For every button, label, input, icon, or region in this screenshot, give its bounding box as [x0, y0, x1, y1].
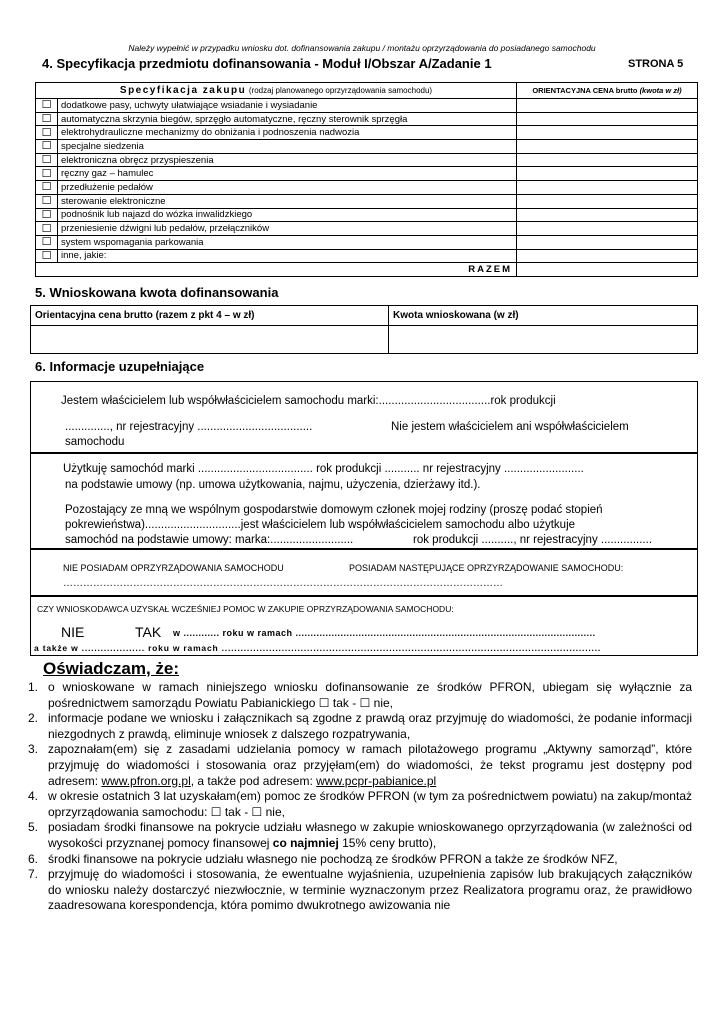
gross-price-input[interactable] — [31, 326, 389, 354]
equipment-description-field[interactable]: …………………………………………………………………………………………………………………… — [63, 578, 503, 589]
item-label: podnośnik lub najazd do wózka inwalidzkiego — [58, 208, 517, 222]
prior-help-box — [30, 596, 698, 656]
declaration-number: 3. — [28, 742, 39, 757]
declaration-number: 5. — [28, 820, 39, 835]
item-price-input[interactable] — [517, 235, 698, 249]
section-6-title: 6. Informacje uzupełniające — [35, 359, 205, 374]
household-line-3b[interactable]: rok produkcji .........., nr rejestracyjny ................ — [413, 534, 653, 546]
declaration-item — [28, 789, 692, 820]
spec-row — [36, 194, 698, 208]
no-equipment-option[interactable]: NIE POSIADAM OPRZYRZĄDOWANIA SAMOCHODU — [63, 563, 284, 573]
price-header-title: ORIENTACYJNA CENA brutto — [532, 86, 638, 95]
not-owner-option[interactable]: Nie jestem właścicielem ani współwłaścicielem — [391, 421, 629, 433]
spec-row — [36, 235, 698, 249]
price-header-unit: (kwota w zł) — [639, 86, 682, 95]
declaration-item — [28, 680, 692, 711]
spec-row — [36, 112, 698, 126]
spec-header-title: Specyfikacja zakupu — [119, 85, 247, 96]
item-price-input[interactable] — [517, 112, 698, 126]
has-equipment-option[interactable]: POSIADAM NASTĘPUJĄCE OPRZYRZĄDOWANIE SAMOCHODU: — [349, 563, 624, 573]
item-checkbox[interactable]: ☐ — [36, 99, 58, 113]
owner-line-1[interactable]: Jestem właścicielem lub współwłaścicielem samochodu marki:...................................rok produkcji — [61, 395, 556, 407]
declaration-item — [28, 711, 692, 742]
item-checkbox[interactable]: ☐ — [36, 235, 58, 249]
section-5-title: 5. Wnioskowana kwota dofinansowania — [35, 285, 279, 300]
prior-help-yes-option[interactable]: TAK — [135, 624, 162, 640]
declaration-number: 7. — [28, 867, 39, 882]
spec-row — [36, 140, 698, 154]
item-label: przedłużenie pedałów — [58, 181, 517, 195]
item-label: automatyczna skrzynia biegów, sprzęgło automatyczne, ręczny sterownik sprzęgła — [58, 112, 517, 126]
declaration-text: 15% ceny brutto), — [338, 835, 437, 850]
item-label: przeniesienie dźwigni lub pedałów, przełączników — [58, 222, 517, 236]
declaration-text: w okresie ostatnich 3 lat uzyskałam(em) pomoc ze środków PFRON (w tym za pośrednictwem powiatu) na zakup/montaż oprzyrządowania samochodu: ☐ tak - ☐ nie, — [48, 789, 692, 819]
declaration-text: posiadam środki finansowe na pokrycie udziału własnego w zakupie wnioskowanego oprzyrządowania (w zależności od wysokości przyznanej pomocy finansowej — [48, 820, 692, 850]
total-price-input[interactable] — [517, 263, 698, 277]
declaration-text: informacje podane we wniosku i załącznikach są zgodne z prawdą oraz przyjmuję do wiadomości, że podanie informacji niezgodnych z prawdą, eliminuje wniosek z dalszego rozpatrywania, — [48, 711, 692, 741]
declaration-emphasis: co najmniej — [272, 835, 339, 850]
item-price-input[interactable] — [517, 222, 698, 236]
specification-table — [35, 82, 698, 277]
item-price-input[interactable] — [517, 99, 698, 113]
item-label: dodatkowe pasy, uchwyty ułatwiające wsiadanie i wysiadanie — [58, 99, 517, 113]
declarations-title: Oświadczam, że: — [43, 659, 180, 678]
item-price-input[interactable] — [517, 181, 698, 195]
form-instruction-note: Należy wypełnić w przypadku wniosku dot. dofinansowania zakupu / montażu oprzyrządowania do posiadanego samochodu — [128, 43, 596, 53]
item-checkbox[interactable]: ☐ — [36, 222, 58, 236]
item-price-input[interactable] — [517, 140, 698, 154]
amount-table — [30, 305, 698, 354]
requested-amount-input[interactable] — [389, 326, 698, 354]
item-price-input[interactable] — [517, 208, 698, 222]
spec-row — [36, 249, 698, 263]
declaration-number: 1. — [28, 680, 39, 694]
spec-header-cell — [36, 83, 517, 99]
total-label: RAZEM — [36, 263, 517, 277]
usage-box — [30, 453, 698, 549]
pcpr-link[interactable]: www.pcpr-pabianice.pl — [316, 773, 437, 788]
declaration-number: 4. — [28, 789, 39, 804]
item-checkbox[interactable]: ☐ — [36, 167, 58, 181]
spec-row — [36, 167, 698, 181]
declaration-text: środki finansowe na pokrycie udziału własnego nie pochodzą ze środków PFRON a także ze środków NFZ, — [48, 851, 618, 866]
use-line-2: na podstawie umowy (np. umowa użytkowania, najmu, użyczenia, dzierżawy itd.). — [65, 479, 481, 491]
item-price-input[interactable] — [517, 167, 698, 181]
item-label: ręczny gaz – hamulec — [58, 167, 517, 181]
item-label: specjalne siedzenia — [58, 140, 517, 154]
pfron-link[interactable]: www.pfron.org.pl — [101, 773, 191, 788]
household-line-3a[interactable]: samochód na podstawie umowy: marka:.......................... — [65, 534, 354, 546]
declaration-item — [28, 852, 692, 868]
item-checkbox[interactable]: ☐ — [36, 194, 58, 208]
spec-row — [36, 153, 698, 167]
use-line-1[interactable]: Użytkuję samochód marki .................................... rok produkcji ........... nr rejestracyjny ......................... — [63, 463, 584, 475]
equipment-box — [30, 549, 698, 596]
declaration-text: zapoznałam(em) się z zasadami udzielania pomocy w ramach pilotażowego programu „Aktywny samorząd”, które przyjmuję do wiadomości i stosowania oraz przyjęłam(em) do wiadomości, że tekst programu jest dostępny pod adresem: — [48, 742, 692, 788]
item-checkbox[interactable]: ☐ — [36, 140, 58, 154]
declaration-number: 6. — [28, 851, 39, 866]
item-checkbox[interactable]: ☐ — [36, 153, 58, 167]
declaration-text: przyjmuję do wiadomości i stosowania, że ewentualne wyjaśnienia, uzupełnienia zapisów lub brakujących załączników do wniosku należy dostarczyć niezwłocznie, w terminie wyznaczonym przez Realizatora programu oraz, że prawidłowo zaadresowana korespondencja, która pomimo dwukrotnego awizowania nie — [48, 867, 692, 913]
declaration-text: , a także pod adresem: — [190, 773, 317, 788]
item-price-input[interactable] — [517, 194, 698, 208]
prior-help-also-details[interactable]: a także w .................... roku w ramach ........................................................................................................................ — [34, 643, 602, 653]
owner-line-2a[interactable]: .............., nr rejestracyjny .................................... — [65, 421, 313, 433]
spec-row — [36, 222, 698, 236]
total-row — [36, 263, 698, 277]
prior-help-question: CZY WNIOSKODAWCA UZYSKAŁ WCZEŚNIEJ POMOC W ZAKUPIE OPRZYRZĄDOWANIA SAMOCHODU: — [37, 604, 454, 614]
prior-help-no-option[interactable]: NIE — [61, 624, 85, 640]
spec-row — [36, 126, 698, 140]
item-checkbox[interactable]: ☐ — [36, 208, 58, 222]
declaration-text: o wnioskowane w ramach niniejszego wniosku dofinansowanie ze środków PFRON, ubiegam się wyłącznie za pośrednictwem samorządu Powiatu Pabianickiego ☐ tak - ☐ nie, — [48, 680, 692, 710]
item-checkbox[interactable]: ☐ — [36, 249, 58, 263]
gross-price-label: Orientacyjna cena brutto (razem z pkt 4 – w zł) — [31, 306, 389, 326]
item-label: sterowanie elektroniczne — [58, 194, 517, 208]
prior-help-yes-details[interactable]: w ............ roku w ramach .................................................................................................... — [173, 628, 596, 638]
ownership-box — [30, 381, 698, 453]
item-label: elektroniczna obręcz przyspieszenia — [58, 153, 517, 167]
item-label: inne, jakie: — [58, 249, 517, 263]
item-checkbox[interactable]: ☐ — [36, 112, 58, 126]
spec-row — [36, 208, 698, 222]
item-checkbox[interactable]: ☐ — [36, 181, 58, 195]
item-checkbox[interactable]: ☐ — [36, 126, 58, 140]
price-header-cell — [517, 83, 698, 99]
item-price-input[interactable] — [517, 249, 698, 263]
household-line-1: Pozostający ze mną we wspólnym gospodarstwie domowym członek mojej rodziny (proszę podać stopień — [65, 504, 603, 516]
item-label: system wspomagania parkowania — [58, 235, 517, 249]
page-number: STRONA 5 — [628, 58, 684, 70]
item-price-input[interactable] — [517, 126, 698, 140]
declaration-item — [28, 742, 692, 789]
spec-header-subtitle: (rodzaj planowanego oprzyrządowania samochodu) — [248, 86, 433, 95]
section-4-title: 4. Specyfikacja przedmiotu dofinansowania - Moduł I/Obszar A/Zadanie 1 — [42, 56, 492, 71]
requested-amount-label: Kwota wnioskowana (w zł) — [389, 306, 698, 326]
household-line-2[interactable]: pokrewieństwa)..............................jest właścicielem lub współwłaścicielem samochodu albo użytkuje — [65, 519, 576, 531]
owner-line-3: samochodu — [65, 436, 125, 448]
item-price-input[interactable] — [517, 153, 698, 167]
declaration-number: 2. — [28, 711, 39, 726]
declarations-list — [28, 680, 692, 914]
item-label: elektrohydrauliczne mechanizmy do obniżania i podnoszenia nadwozia — [58, 126, 517, 140]
spec-row — [36, 181, 698, 195]
declaration-item — [28, 820, 692, 851]
spec-row — [36, 99, 698, 113]
declaration-item — [28, 867, 692, 914]
